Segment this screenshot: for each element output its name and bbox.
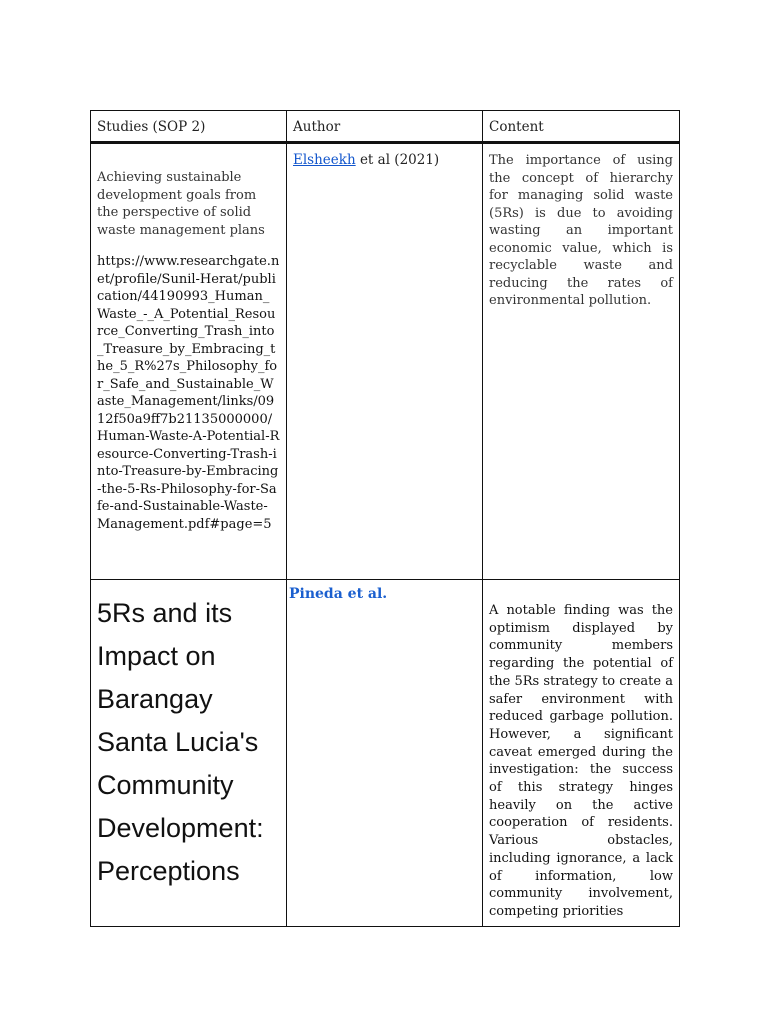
study-url: https://www.researchgate.net/profile/Sunil-Herat/publication/44190993_Human_Waste_-_A_Potential_Resource_Converting_Trash_into_Treasure_by_Embracing_the_5_R%27s_Philosophy_for_Safe_and_Sustainable_Waste_Management/links/0912f50a9ff7b21135000000/Human-Waste-A-Potential-Resource-Converting-Trash-into-Treasure-by-Embracing-the-5-Rs-Philosophy-for-Safe-and-Sustainable-Waste-Management.pdf#page=5 (97, 254, 280, 532)
header-author (287, 111, 483, 143)
author-cell (287, 143, 483, 580)
table-row (91, 580, 680, 927)
content-cell (483, 580, 680, 927)
header-studies (91, 111, 287, 143)
author-cell (287, 580, 483, 927)
studies-table (90, 110, 680, 927)
author-citation (293, 144, 476, 168)
study-title: 5Rs and its Impact on Barangay Santa Lucia's Community Development: Perceptions (97, 598, 264, 886)
study-title: Achieving sustainable development goals from the perspective of solid waste management plans (97, 170, 265, 238)
author-link[interactable]: Elsheekh (293, 152, 356, 168)
content-text: A notable finding was the optimism displayed by community members regarding the potential of the 5Rs strategy to create a safer environment with reduced garbage pollution. However, a significant caveat emerged during the investigation: the success of this strategy hinges heavily on the active cooperation of residents. Various obstacles, including ignorance, a lack of information, low community involvement, competing priorities (489, 603, 673, 919)
author-suffix: et al (2021) (355, 152, 440, 168)
content-cell (483, 143, 680, 580)
header-author-label: Author (293, 119, 341, 135)
table-row (91, 143, 680, 580)
author-name: Pineda et al. (289, 586, 388, 602)
study-cell (91, 580, 287, 927)
study-cell (91, 143, 287, 580)
header-content (483, 111, 680, 143)
table-header-row (91, 111, 680, 143)
content-text: The importance of using the concept of hierarchy for managing solid waste (5Rs) is due to avoiding wasting an important economic value, which is recyclable waste and reducing the rates of environmental pollution. (489, 153, 673, 308)
header-content-label: Content (489, 119, 544, 135)
header-studies-label: Studies (SOP 2) (97, 119, 206, 135)
